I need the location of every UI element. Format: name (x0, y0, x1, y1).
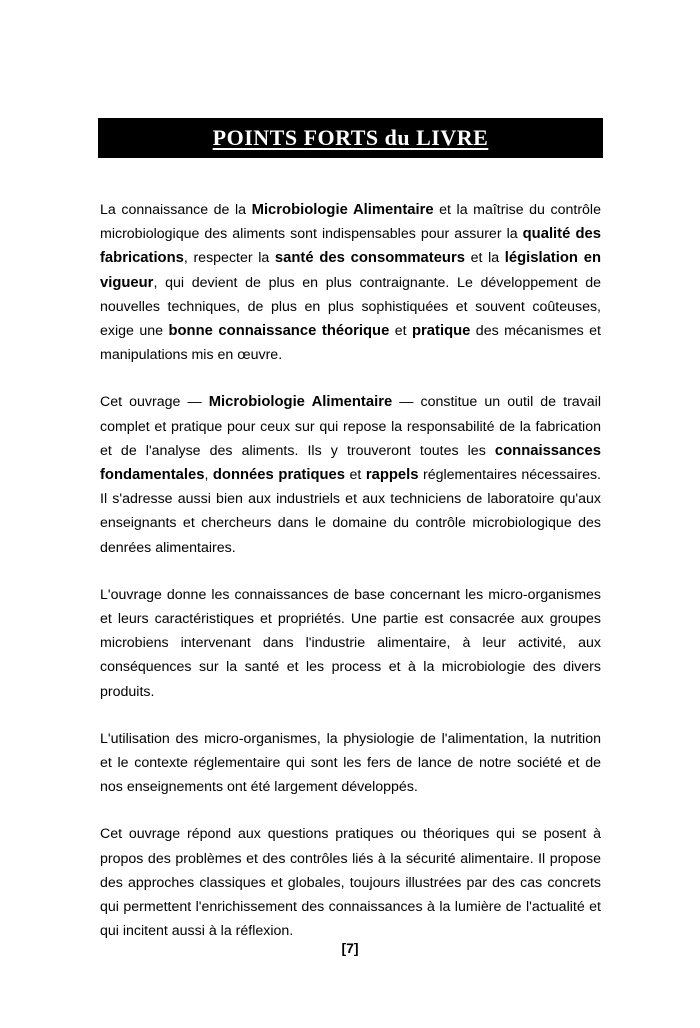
paragraph (100, 822, 601, 943)
bold-phrase: bonne connaissance théorique (168, 323, 390, 340)
bold-phrase: santé des consommateurs (274, 250, 465, 267)
text-run: réglementaires nécessaires. Il s'adresse aussi bien aux industriels et aux techniciens de laboratoire qu'aux enseignants et chercheurs dans le domaine du contrôle microbiologique des denrées alimentaires. (100, 467, 601, 556)
text-run: La connaissance de la (100, 202, 252, 218)
body-text (100, 198, 601, 966)
bold-phrase: législation en vigueur (100, 250, 601, 291)
bold-phrase: rappels (365, 467, 419, 484)
text-run: des mécanismes et manipulations mis en œuvre. (100, 323, 601, 364)
page-number: [7] (341, 940, 359, 956)
bold-phrase: Microbiologie Alimentaire (208, 394, 393, 411)
text-run: L'ouvrage donne les connaissances de base concernant les micro-organismes et leurs caractéristiques et propriétés. Une partie est consacrée aux groupes microbiens intervenant dans l'industrie alimentaire, à leur activité, aux conséquences sur la santé et les process et à la microbiologie des divers produits. (100, 586, 601, 700)
paragraph (100, 390, 601, 559)
text-run: et la maîtrise du contrôle microbiologique des aliments sont indispensables pour assurer la (100, 202, 601, 243)
text-run: L'utilisation des micro-organismes, la physiologie de l'alimentation, la nutrition et le contexte réglementaire qui sont les fers de lance de notre société et de nos enseignements ont été largement développés. (100, 730, 601, 796)
text-run: et (389, 323, 412, 340)
text-run: Cet ouvrage répond aux questions pratiques ou théoriques qui se posent à propos des problèmes et des contrôles liés à la sécurité alimentaire. Il propose des approches classiques et globales, toujours illustrées par des cas concrets qui permettent l'enrichissement des connaissances à la lumière de l'actualité et qui incitent aussi à la réflexion. (100, 826, 601, 940)
bold-phrase: pratique (412, 323, 471, 340)
text-run: — constitue un outil de travail complet et pratique pour ceux sur qui repose la responsabilité de la fabrication et de l'analyse des aliments. Ils y trouveront toutes les (100, 394, 601, 459)
text-run: , (204, 467, 213, 484)
bold-phrase: qualité des fabrications (100, 226, 602, 267)
bold-phrase: Microbiologie Alimentaire (251, 202, 434, 218)
text-run: Cet ouvrage — (100, 394, 209, 411)
paragraph (100, 583, 601, 704)
paragraph (100, 727, 601, 800)
text-run: et la (464, 250, 505, 267)
paragraph (100, 198, 601, 367)
text-run: , respecter la (183, 250, 275, 267)
bold-phrase: connaissances fondamentales (100, 442, 601, 484)
page-title: POINTS FORTS du LIVRE (212, 125, 489, 150)
bold-phrase: données pratiques (212, 467, 346, 484)
text-run: , qui devient de plus en plus contraignante. Le développement de nouvelles techniques, de plus en plus sophistiquées et souvent coûteuses, exige une (100, 274, 601, 340)
title-banner (98, 118, 603, 158)
text-run: et (345, 467, 366, 484)
